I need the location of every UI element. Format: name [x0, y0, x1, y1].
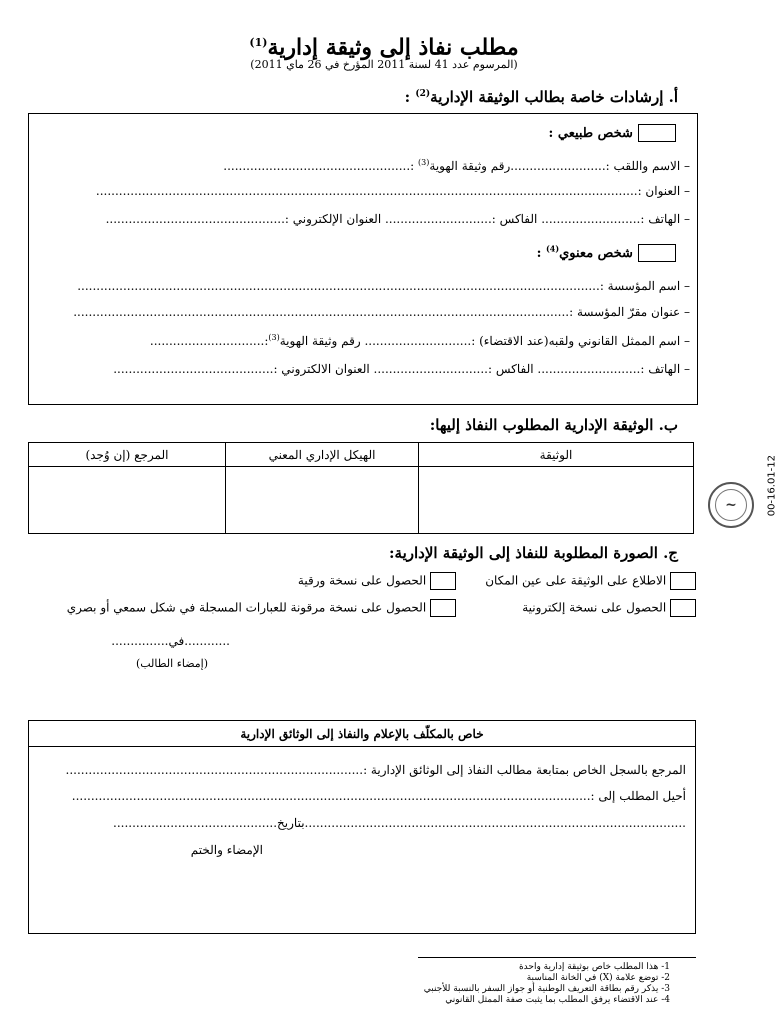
- referred-to-row: أحيل المطلب إلى :........................................................................................................................................: [71, 789, 686, 803]
- footnote-4: 4- عند الاقتضاء يرفق المطلب بما يثبت صفة الممثل القانوني: [445, 995, 670, 1005]
- address-row: – العنوان :..............................................................................................................................................: [95, 184, 690, 198]
- office-box-divider: [28, 746, 696, 747]
- legal-person-label: شخص معنوي$^{(4)}$ :: [536, 243, 633, 261]
- place-date-line: ............في...............: [111, 634, 230, 648]
- footnote-3: 3- يذكر رقم بطاقة التعريف الوطنية أو جواز السفر بالنسبة للأجنبي: [423, 984, 670, 994]
- option-audio: [67, 599, 456, 617]
- section-c-heading: ج. الصورة المطلوبة للنفاذ إلى الوثيقة الإدارية:: [388, 544, 678, 562]
- column-header-reference: المرجع (إن وُجد): [29, 443, 226, 467]
- legal-phone-row: – الهاتف :........................... الفاكس :.............................. العنوان الالكتروني :..........................................: [113, 362, 690, 376]
- electronic-checkbox[interactable]: [670, 599, 696, 617]
- office-box-title: خاص بالمكلّف بالإعلام والنفاذ إلى الوثائق الإدارية: [240, 727, 484, 741]
- document-cell[interactable]: [419, 467, 694, 534]
- footnotes: [424, 962, 670, 1006]
- onsite-checkbox[interactable]: [670, 572, 696, 590]
- natural-person-label: شخص طبيعي :: [548, 126, 633, 141]
- option-electronic: [522, 599, 696, 617]
- document-table: [28, 442, 694, 534]
- natural-person-option: [549, 122, 676, 142]
- onsite-label: الاطلاع على الوثيقة على عين المكان: [485, 573, 667, 588]
- page-title: مطلب نفاذ إلى وثيقة إدارية$^{(1)}$: [249, 34, 519, 61]
- name-row: – الاسم واللقب :.........................رقم وثيقة الهوية$^{(3)}$ :.................................................: [223, 158, 690, 173]
- column-header-structure: الهيكل الإداري المعني: [226, 443, 419, 467]
- natural-person-checkbox[interactable]: [638, 124, 676, 142]
- reference-cell[interactable]: [29, 467, 226, 534]
- footnote-1: 1- هذا المطلب خاص بوثيقة إدارية واحدة: [518, 962, 670, 972]
- form-code: 00-16.01-12: [766, 455, 777, 517]
- institution-row: – اسم المؤسسة :.........................................................................................................................................: [77, 279, 690, 293]
- footnote-separator: [418, 957, 696, 958]
- section-b-heading: ب. الوثيقة الإدارية المطلوب النفاذ إليها:: [429, 416, 678, 434]
- audio-checkbox[interactable]: [430, 599, 456, 617]
- audio-label: الحصول على نسخة مرقونة للعبارات المسجلة في شكل سمعي أو بصري: [66, 600, 427, 615]
- applicant-signature: (إمضاء الطالب): [135, 657, 208, 670]
- date-row: ....................................................................................................بتاريخ...........................................: [113, 816, 686, 830]
- footnote-2: 2- توضع علامة (X) في الخانة المناسبة: [526, 973, 670, 983]
- electronic-label: الحصول على نسخة إلكترونية: [522, 600, 667, 615]
- option-paper: [298, 572, 456, 590]
- legal-person-option: [537, 242, 676, 262]
- official-stamp: ~: [708, 482, 754, 528]
- signature-seal-label: الإمضاء والختم: [190, 843, 263, 857]
- hq-address-row: – عنوان مقرّ المؤسسة :..................................................................................................................................: [73, 305, 690, 319]
- section-a-heading: أ. إرشادات خاصة بطالب الوثيقة الإدارية$^{(2)}$ :: [404, 88, 678, 106]
- phone-row: – الهاتف :.......................... الفاكس :............................ العنوان الإلكتروني :...............................................: [105, 212, 690, 226]
- paper-checkbox[interactable]: [430, 572, 456, 590]
- column-header-document: الوثيقة: [419, 443, 694, 467]
- legal-person-checkbox[interactable]: [638, 244, 676, 262]
- representative-row: – اسم الممثل القانوني ولقبه(عند الاقتضاء) :............................ رقم وثيقة الهوية$^{(3)}$:..............................: [149, 333, 690, 348]
- option-onsite: [485, 572, 696, 590]
- decree-reference: (المرسوم عدد 41 لسنة 2011 المؤرخ في 26 ماي 2011): [250, 58, 518, 71]
- register-reference-row: المرجع بالسجل الخاص بمتابعة مطالب النفاذ إلى الوثائق الإدارية :..............................................................................: [65, 763, 686, 777]
- structure-cell[interactable]: [226, 467, 419, 534]
- paper-label: الحصول على نسخة ورقية: [297, 573, 427, 588]
